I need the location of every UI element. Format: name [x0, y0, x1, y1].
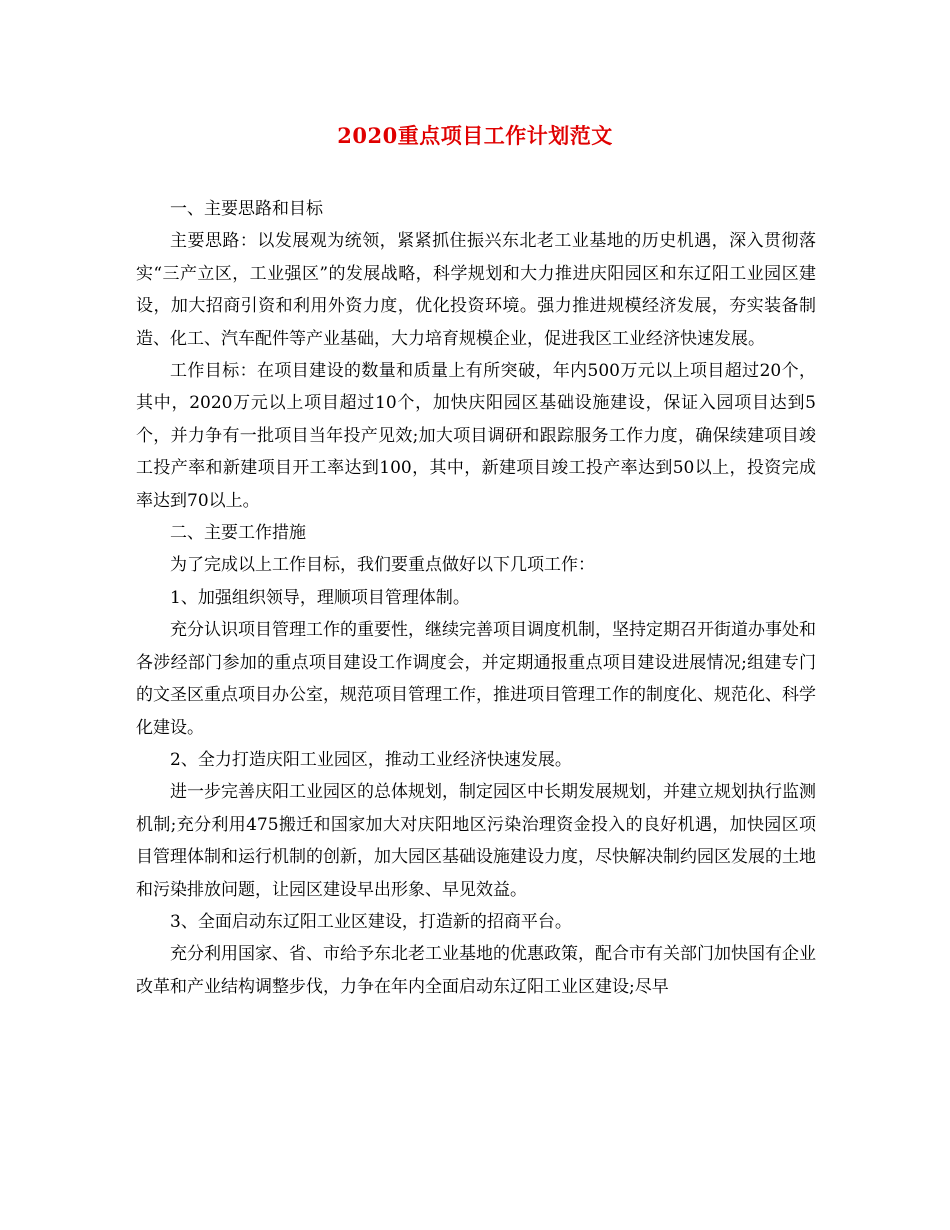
paragraph-measure-2: 进一步完善庆阳工业园区的总体规划，制定园区中长期发展规划，并建立规划执行监测机制;充分利用475搬迁和国家加大对庆阳地区污染治理资金投入的良好机遇，加快园区项目管理体制和运行机制的创新，加大园区基础设施建设力度，尽快解决制约园区发展的土地和污染排放问题，让园区建设早出形象、早见效益。	[136, 782, 816, 900]
subheading-3: 3、全面启动东辽阳工业区建设，打造新的招商平台。	[170, 911, 572, 932]
paragraph-measure-1: 充分认识项目管理工作的重要性，继续完善项目调度机制，坚持定期召开街道办事处和各涉经部门参加的重点项目建设工作调度会，并定期通报重点项目建设进展情况;组建专门的文圣区重点项目办公室，规范项目管理工作，推进项目管理工作的制度化、规范化、科学化建设。	[136, 620, 816, 738]
section-heading-2: 二、主要工作措施	[170, 523, 306, 544]
paragraph-work-goals: 工作目标：在项目建设的数量和质量上有所突破，年内500万元以上项目超过20个，其中，2020万元以上项目超过10个，加快庆阳园区基础设施建设，保证入园项目达到5个，并力争有一批项目当年投产见效;加大项目调研和跟踪服务工作力度，确保续建项目竣工投产率和新建项目开工率达到100，其中，新建项目竣工投产率达到50以上，投资完成率达到70以上。	[136, 361, 816, 511]
paragraph-main-ideas: 主要思路：以发展观为统领，紧紧抓住振兴东北老工业基地的历史机遇，深入贯彻落实“三产立区，工业强区”的发展战略，科学规划和大力推进庆阳园区和东辽阳工业园区建设，加大招商引资和利用外资力度，优化投资环境。强力推进规模经济发展，夯实装备制造、化工、汽车配件等产业基础，大力培育规模企业，促进我区工业经济快速发展。	[136, 231, 816, 349]
paragraph-measure-3: 充分利用国家、省、市给予东北老工业基地的优惠政策，配合市有关部门加快国有企业改革和产业结构调整步伐，力争在年内全面启动东辽阳工业区建设;尽早	[136, 944, 816, 997]
section-heading-1: 一、主要思路和目标	[170, 199, 323, 219]
document-title: 2020重点项目工作计划范文	[337, 123, 613, 148]
subheading-1: 1、加强组织领导，理顺项目管理体制。	[170, 587, 470, 608]
paragraph-intro-measures: 为了完成以上工作目标，我们要重点做好以下几项工作：	[170, 555, 595, 576]
document-body	[136, 193, 816, 1003]
subheading-2: 2、全力打造庆阳工业园区，推动工业经济快速发展。	[170, 749, 572, 770]
